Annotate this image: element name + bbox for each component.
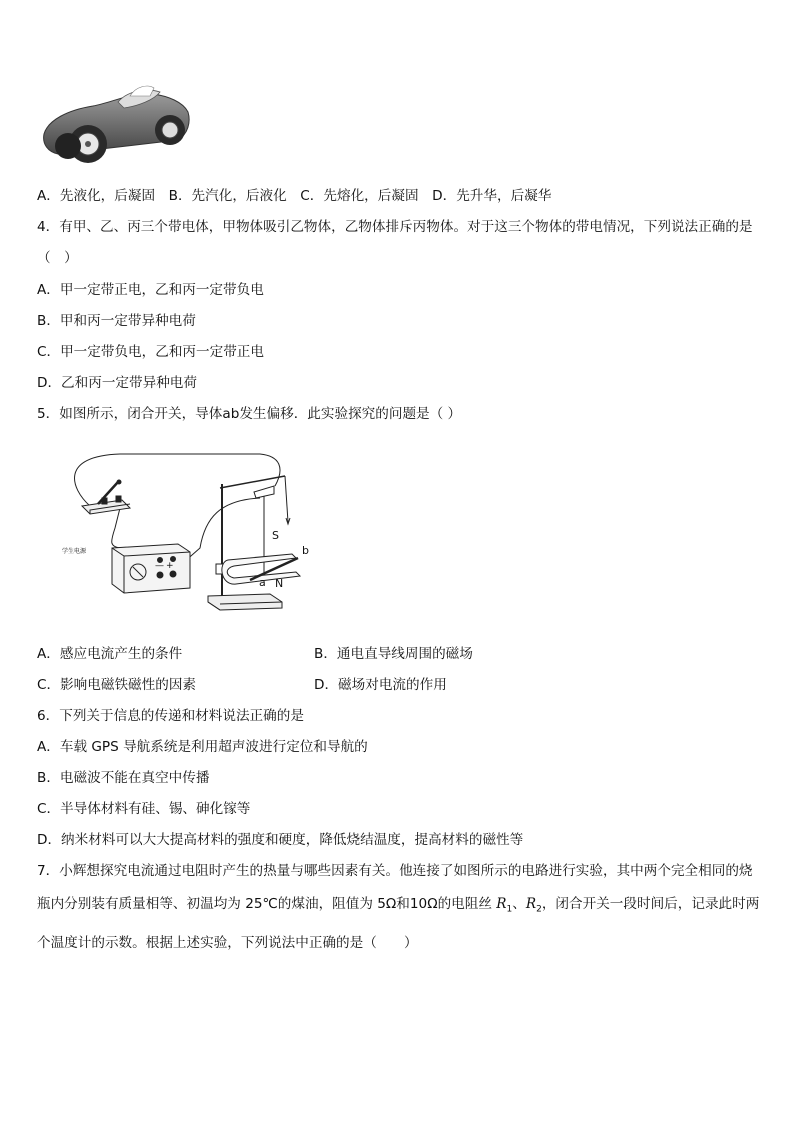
- q6-option-c: C．半导体材料有硅、锡、砷化镓等: [37, 801, 251, 817]
- r-separator: 、: [512, 896, 526, 912]
- r2-subscript: 2: [536, 904, 542, 915]
- r1-symbol: R: [496, 896, 507, 912]
- q4-option-b: B．甲和丙一定带异种电荷: [37, 313, 196, 329]
- q5-option-c: C．影响电磁铁磁性的因素: [37, 677, 197, 693]
- q7-stem-part2: ，闭合开关一段时间后，记录此时两个温度计的示数。根据上述实验，下列说法中正确的是（ ）: [37, 896, 760, 951]
- q7-stem-part1: 7．小辉想探究电流通过电阻时产生的热量与哪些因素有关。他连接了如图所示的电路进行实验，其中两个完全相同的烧瓶内分别装有质量相等、初温均为 25℃的煤油，阻值为 5Ω和10Ω的电阻丝: [37, 863, 753, 912]
- q4-option-a: A．甲一定带正电，乙和丙一定带负电: [37, 282, 264, 298]
- power-supply-label: 学生电源: [62, 548, 87, 555]
- electromagnetic-experiment-figure: [60, 448, 330, 618]
- q5-option-a: A．感应电流产生的条件: [37, 646, 183, 662]
- 3d-printed-car-figure: [38, 82, 194, 168]
- q7-stem: [37, 855, 762, 960]
- conductor-a-label: a: [259, 576, 266, 589]
- magnet-s-label: S: [272, 529, 279, 542]
- q4-stem: 4．有甲、乙、丙三个带电体，甲物体吸引乙物体，乙物体排斥丙物体。对于这三个物体的带电情况，下列说法正确的是（ ）: [37, 219, 753, 266]
- q6-option-b: B．电磁波不能在真空中传播: [37, 770, 210, 786]
- power-plus-label: +: [166, 561, 174, 571]
- q5-option-d: D．磁场对电流的作用: [314, 677, 447, 693]
- q6-option-a: A．车载 GPS 导航系统是利用超声波进行定位和导航的: [37, 739, 368, 755]
- q3-options: A．先液化，后凝固 B．先汽化，后液化 C．先熔化，后凝固 D．先升华，后凝华: [37, 188, 552, 204]
- q4-option-c: C．甲一定带负电，乙和丙一定带正电: [37, 344, 264, 360]
- q6-stem: 6．下列关于信息的传递和材料说法正确的是: [37, 708, 304, 724]
- q5-stem: 5．如图所示，闭合开关，导体ab发生偏移．此实验探究的问题是（ ）: [37, 406, 462, 422]
- q5-option-b: B．通电直导线周围的磁场: [314, 646, 473, 662]
- power-minus-label: —: [155, 561, 164, 571]
- magnet-n-label: N: [275, 577, 284, 590]
- q6-option-d: D．纳米材料可以大大提高材料的强度和硬度，降低烧结温度，提高材料的磁性等: [37, 832, 524, 848]
- conductor-b-label: b: [302, 544, 309, 557]
- r1-subscript: 1: [506, 904, 513, 915]
- q4-option-d: D．乙和丙一定带异种电荷: [37, 375, 197, 391]
- r2-symbol: R: [525, 896, 537, 912]
